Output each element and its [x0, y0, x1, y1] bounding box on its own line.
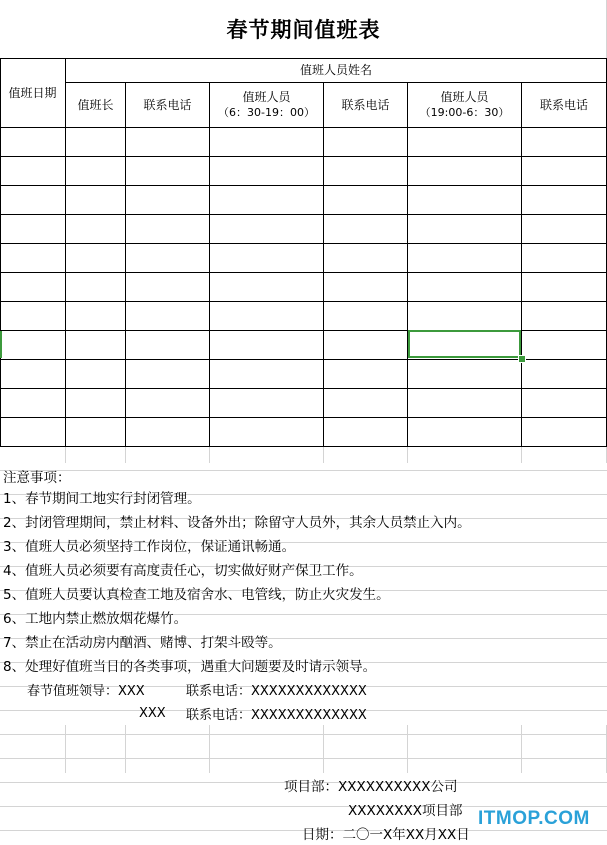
table-row-line: [0, 388, 607, 389]
table-column-line: [209, 82, 210, 446]
sheet-gridline-vertical: [521, 725, 522, 773]
sheet-gridline-vertical: [65, 447, 66, 463]
header-phone-1: [126, 83, 209, 127]
table-column-line: [407, 82, 408, 446]
sheet-gridline-vertical: [125, 447, 126, 463]
header-phone-2: [324, 83, 407, 127]
header-day-shift-time: （6：30-19：00）: [218, 106, 315, 119]
signature-dept: 项目部：XXXXXXXXXX公司: [284, 779, 458, 795]
note-item-4: 4、值班人员必须要有高度责任心，切实做好财产保卫工作。: [3, 563, 363, 579]
sheet-gridline-vertical: [407, 447, 408, 463]
table-row-line: [0, 156, 607, 157]
header-phone-3-text: 联系电话: [539, 98, 588, 112]
sheet-gridline: [0, 758, 607, 759]
duty-leader-second-name: XXX: [139, 705, 166, 721]
note-item-3: 3、值班人员必须坚持工作岗位，保证通讯畅通。: [3, 539, 296, 555]
fill-handle[interactable]: [518, 355, 526, 363]
table-row-line: [0, 185, 607, 186]
header-duty-date-text: 值班日期: [8, 85, 57, 100]
signature-project: XXXXXXXX项目部: [348, 803, 463, 819]
note-item-5: 5、值班人员要认真检查工地及宿舍水、电管线，防止火灾发生。: [3, 587, 390, 603]
sheet-gridline-vertical: [209, 725, 210, 773]
sheet-gridline-vertical: [125, 725, 126, 773]
duty-leader-phone-2: 联系电话：XXXXXXXXXXXXX: [186, 707, 367, 723]
duty-leader-label: 春节值班领导：XXX: [27, 683, 145, 699]
header-night-shift: [408, 83, 521, 127]
header-staff-names-text: 值班人员姓名: [299, 63, 372, 77]
table-row-line: [0, 446, 607, 447]
header-duty-date: [0, 58, 65, 127]
table-column-line: [323, 82, 324, 446]
sheet-gridline-vertical: [323, 447, 324, 463]
header-day-shift-label: 值班人员: [242, 90, 291, 104]
note-item-7: 7、禁止在活动房内酗酒、赌博、打架斗殴等。: [3, 635, 282, 651]
note-item-1: 1、春节期间工地实行封闭管理。: [3, 491, 201, 507]
sheet-gridline-vertical: [65, 725, 66, 773]
note-item-2: 2、封闭管理期间，禁止材料、设备外出；除留守人员外，其余人员禁止入内。: [3, 515, 471, 531]
header-phone-2-text: 联系电话: [341, 98, 390, 112]
selected-cell[interactable]: [408, 330, 521, 358]
table-column-line: [521, 82, 522, 446]
header-leader: [66, 83, 125, 127]
signature-date: 日期：二〇一X年XX月XX日: [302, 827, 470, 843]
watermark-logo: ITMOP.COM: [478, 808, 590, 829]
header-staff-names: [66, 58, 606, 82]
table-row-line: [0, 359, 607, 360]
sheet-gridline-vertical: [323, 725, 324, 773]
table-row-line: [0, 272, 607, 273]
table-row-line: [0, 243, 607, 244]
sheet-gridline: [0, 734, 607, 735]
header-phone-3: [522, 83, 606, 127]
table-row-line: [0, 127, 607, 128]
notes-heading: 注意事项：: [3, 470, 71, 486]
duty-leader-phone-1: 联系电话：XXXXXXXXXXXXX: [186, 683, 367, 699]
table-column-line: [125, 82, 126, 446]
page-title: 春节期间值班表: [226, 17, 381, 42]
header-phone-1-text: 联系电话: [143, 98, 192, 112]
sheet-gridline-vertical: [407, 725, 408, 773]
table-row-line: [0, 214, 607, 215]
table-row-line: [0, 301, 607, 302]
header-night-shift-time: （19:00-6：30）: [419, 106, 510, 119]
header-day-shift: [210, 83, 323, 127]
table-row-line: [0, 417, 607, 418]
header-leader-text: 值班长: [77, 98, 114, 112]
note-item-8: 8、处理好值班当日的各类事项，遇重大问题要及时请示领导。: [3, 659, 377, 675]
sheet-gridline-vertical: [521, 447, 522, 463]
note-item-6: 6、工地内禁止燃放烟花爆竹。: [3, 611, 188, 627]
header-night-shift-label: 值班人员: [440, 90, 489, 104]
row-indicator: [0, 331, 2, 358]
sheet-gridline: [0, 470, 607, 471]
sheet-gridline-vertical: [209, 447, 210, 463]
